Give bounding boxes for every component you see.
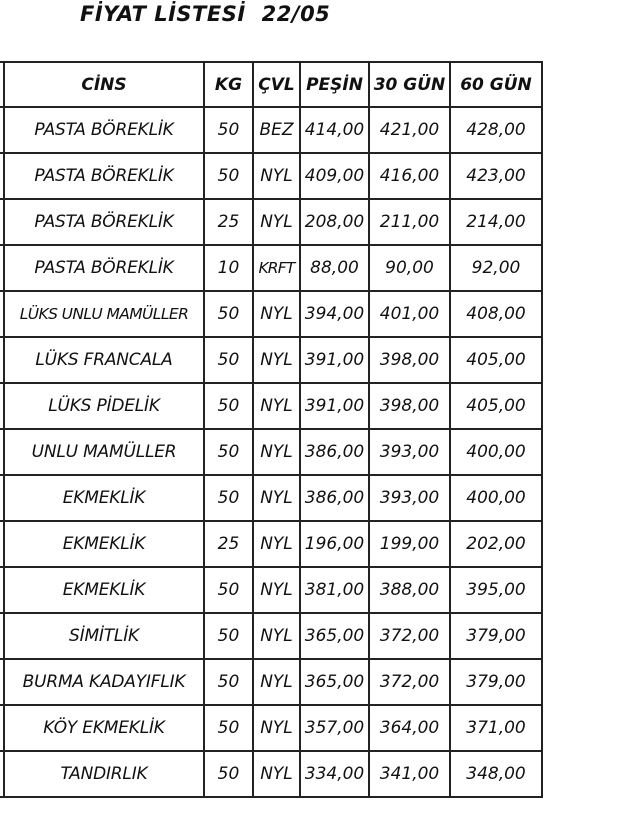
cell-kg: 50 (204, 659, 253, 705)
table-row (0, 659, 542, 705)
header-60-gun: 60 GÜN (450, 62, 542, 107)
table-row (0, 705, 542, 751)
cell-pesin: 391,00 (300, 337, 369, 383)
cell-pesin: 409,00 (300, 153, 369, 199)
cell-cins: PASTA BÖREKLİK (4, 153, 204, 199)
cell-cins: UNLU MAMÜLLER (4, 429, 204, 475)
cell-60-gun: 348,00 (450, 751, 542, 797)
cell-kg: 10 (204, 245, 253, 291)
cell-cins: SİMİTLİK (4, 613, 204, 659)
cell-cvl: NYL (253, 521, 300, 567)
cell-30-gun: 416,00 (369, 153, 450, 199)
cell-30-gun: 90,00 (369, 245, 450, 291)
cell-cins: PASTA BÖREKLİK (4, 245, 204, 291)
cell-cvl: NYL (253, 429, 300, 475)
cell-30-gun: 372,00 (369, 613, 450, 659)
cell-cvl: NYL (253, 751, 300, 797)
header-30-gun: 30 GÜN (369, 62, 450, 107)
cell-60-gun: 423,00 (450, 153, 542, 199)
cell-pesin: 391,00 (300, 383, 369, 429)
header-cvl: ÇVL (253, 62, 300, 107)
cell-60-gun: 400,00 (450, 429, 542, 475)
cell-kg: 50 (204, 705, 253, 751)
cell-kg: 25 (204, 199, 253, 245)
cell-60-gun: 400,00 (450, 475, 542, 521)
cell-cvl: NYL (253, 613, 300, 659)
cell-60-gun: 202,00 (450, 521, 542, 567)
table-row (0, 429, 542, 475)
header-pesin: PEŞİN (300, 62, 369, 107)
table-row (0, 153, 542, 199)
title-text: FİYAT LİSTESİ (80, 2, 246, 26)
cell-30-gun: 199,00 (369, 521, 450, 567)
header-kg: KG (204, 62, 253, 107)
cell-cvl: NYL (253, 153, 300, 199)
cell-kg: 50 (204, 613, 253, 659)
table-row (0, 199, 542, 245)
cell-pesin: 381,00 (300, 567, 369, 613)
cell-cvl: KRFT (253, 245, 300, 291)
cell-60-gun: 379,00 (450, 659, 542, 705)
cell-cins: KÖY EKMEKLİK (4, 705, 204, 751)
cell-cvl: NYL (253, 567, 300, 613)
cell-kg: 50 (204, 107, 253, 153)
cell-pesin: 365,00 (300, 613, 369, 659)
cell-kg: 25 (204, 521, 253, 567)
cell-60-gun: 379,00 (450, 613, 542, 659)
cell-30-gun: 388,00 (369, 567, 450, 613)
cell-cvl: NYL (253, 705, 300, 751)
cell-kg: 50 (204, 429, 253, 475)
table-header-row (0, 62, 542, 107)
table-row (0, 567, 542, 613)
cell-pesin: 414,00 (300, 107, 369, 153)
page-title (80, 2, 330, 26)
header-cins: CİNS (4, 62, 204, 107)
cell-30-gun: 398,00 (369, 383, 450, 429)
table-body (0, 107, 542, 797)
cell-cins: PASTA BÖREKLİK (4, 107, 204, 153)
cell-cins: BURMA KADAYIFLIK (4, 659, 204, 705)
cell-kg: 50 (204, 153, 253, 199)
table-row (0, 521, 542, 567)
cell-30-gun: 393,00 (369, 475, 450, 521)
cell-cvl: NYL (253, 383, 300, 429)
cell-cins: TANDIRLIK (4, 751, 204, 797)
cell-pesin: 357,00 (300, 705, 369, 751)
cell-kg: 50 (204, 567, 253, 613)
cell-60-gun: 428,00 (450, 107, 542, 153)
cell-cins: EKMEKLİK (4, 521, 204, 567)
cell-30-gun: 211,00 (369, 199, 450, 245)
table-row (0, 107, 542, 153)
cell-30-gun: 401,00 (369, 291, 450, 337)
cell-pesin: 386,00 (300, 475, 369, 521)
cell-cins: PASTA BÖREKLİK (4, 199, 204, 245)
cell-cvl: NYL (253, 659, 300, 705)
cell-60-gun: 92,00 (450, 245, 542, 291)
cell-cins: EKMEKLİK (4, 567, 204, 613)
cell-pesin: 196,00 (300, 521, 369, 567)
cell-cvl: NYL (253, 337, 300, 383)
cell-pesin: 208,00 (300, 199, 369, 245)
cell-30-gun: 341,00 (369, 751, 450, 797)
title-date: 22/05 (261, 2, 331, 26)
cell-cins: LÜKS UNLU MAMÜLLER (4, 291, 204, 337)
cell-30-gun: 398,00 (369, 337, 450, 383)
cell-cvl: NYL (253, 475, 300, 521)
cell-60-gun: 405,00 (450, 337, 542, 383)
cell-60-gun: 408,00 (450, 291, 542, 337)
cell-kg: 50 (204, 751, 253, 797)
cell-cvl: NYL (253, 291, 300, 337)
cell-cins: LÜKS PİDELİK (4, 383, 204, 429)
table-row (0, 383, 542, 429)
cell-cvl: NYL (253, 199, 300, 245)
cell-60-gun: 214,00 (450, 199, 542, 245)
cell-30-gun: 364,00 (369, 705, 450, 751)
cell-kg: 50 (204, 475, 253, 521)
table-row (0, 751, 542, 797)
cell-30-gun: 393,00 (369, 429, 450, 475)
cell-60-gun: 395,00 (450, 567, 542, 613)
cell-60-gun: 405,00 (450, 383, 542, 429)
cell-pesin: 334,00 (300, 751, 369, 797)
cell-cins: EKMEKLİK (4, 475, 204, 521)
table-row (0, 245, 542, 291)
cell-pesin: 394,00 (300, 291, 369, 337)
cell-60-gun: 371,00 (450, 705, 542, 751)
cell-30-gun: 372,00 (369, 659, 450, 705)
table-row (0, 337, 542, 383)
cell-pesin: 386,00 (300, 429, 369, 475)
price-table (0, 61, 543, 798)
cell-pesin: 88,00 (300, 245, 369, 291)
cell-kg: 50 (204, 337, 253, 383)
cell-pesin: 365,00 (300, 659, 369, 705)
table-row (0, 291, 542, 337)
cell-kg: 50 (204, 291, 253, 337)
table-row (0, 475, 542, 521)
table-row (0, 613, 542, 659)
cell-cvl: BEZ (253, 107, 300, 153)
cell-30-gun: 421,00 (369, 107, 450, 153)
cell-cins: LÜKS FRANCALA (4, 337, 204, 383)
cell-kg: 50 (204, 383, 253, 429)
